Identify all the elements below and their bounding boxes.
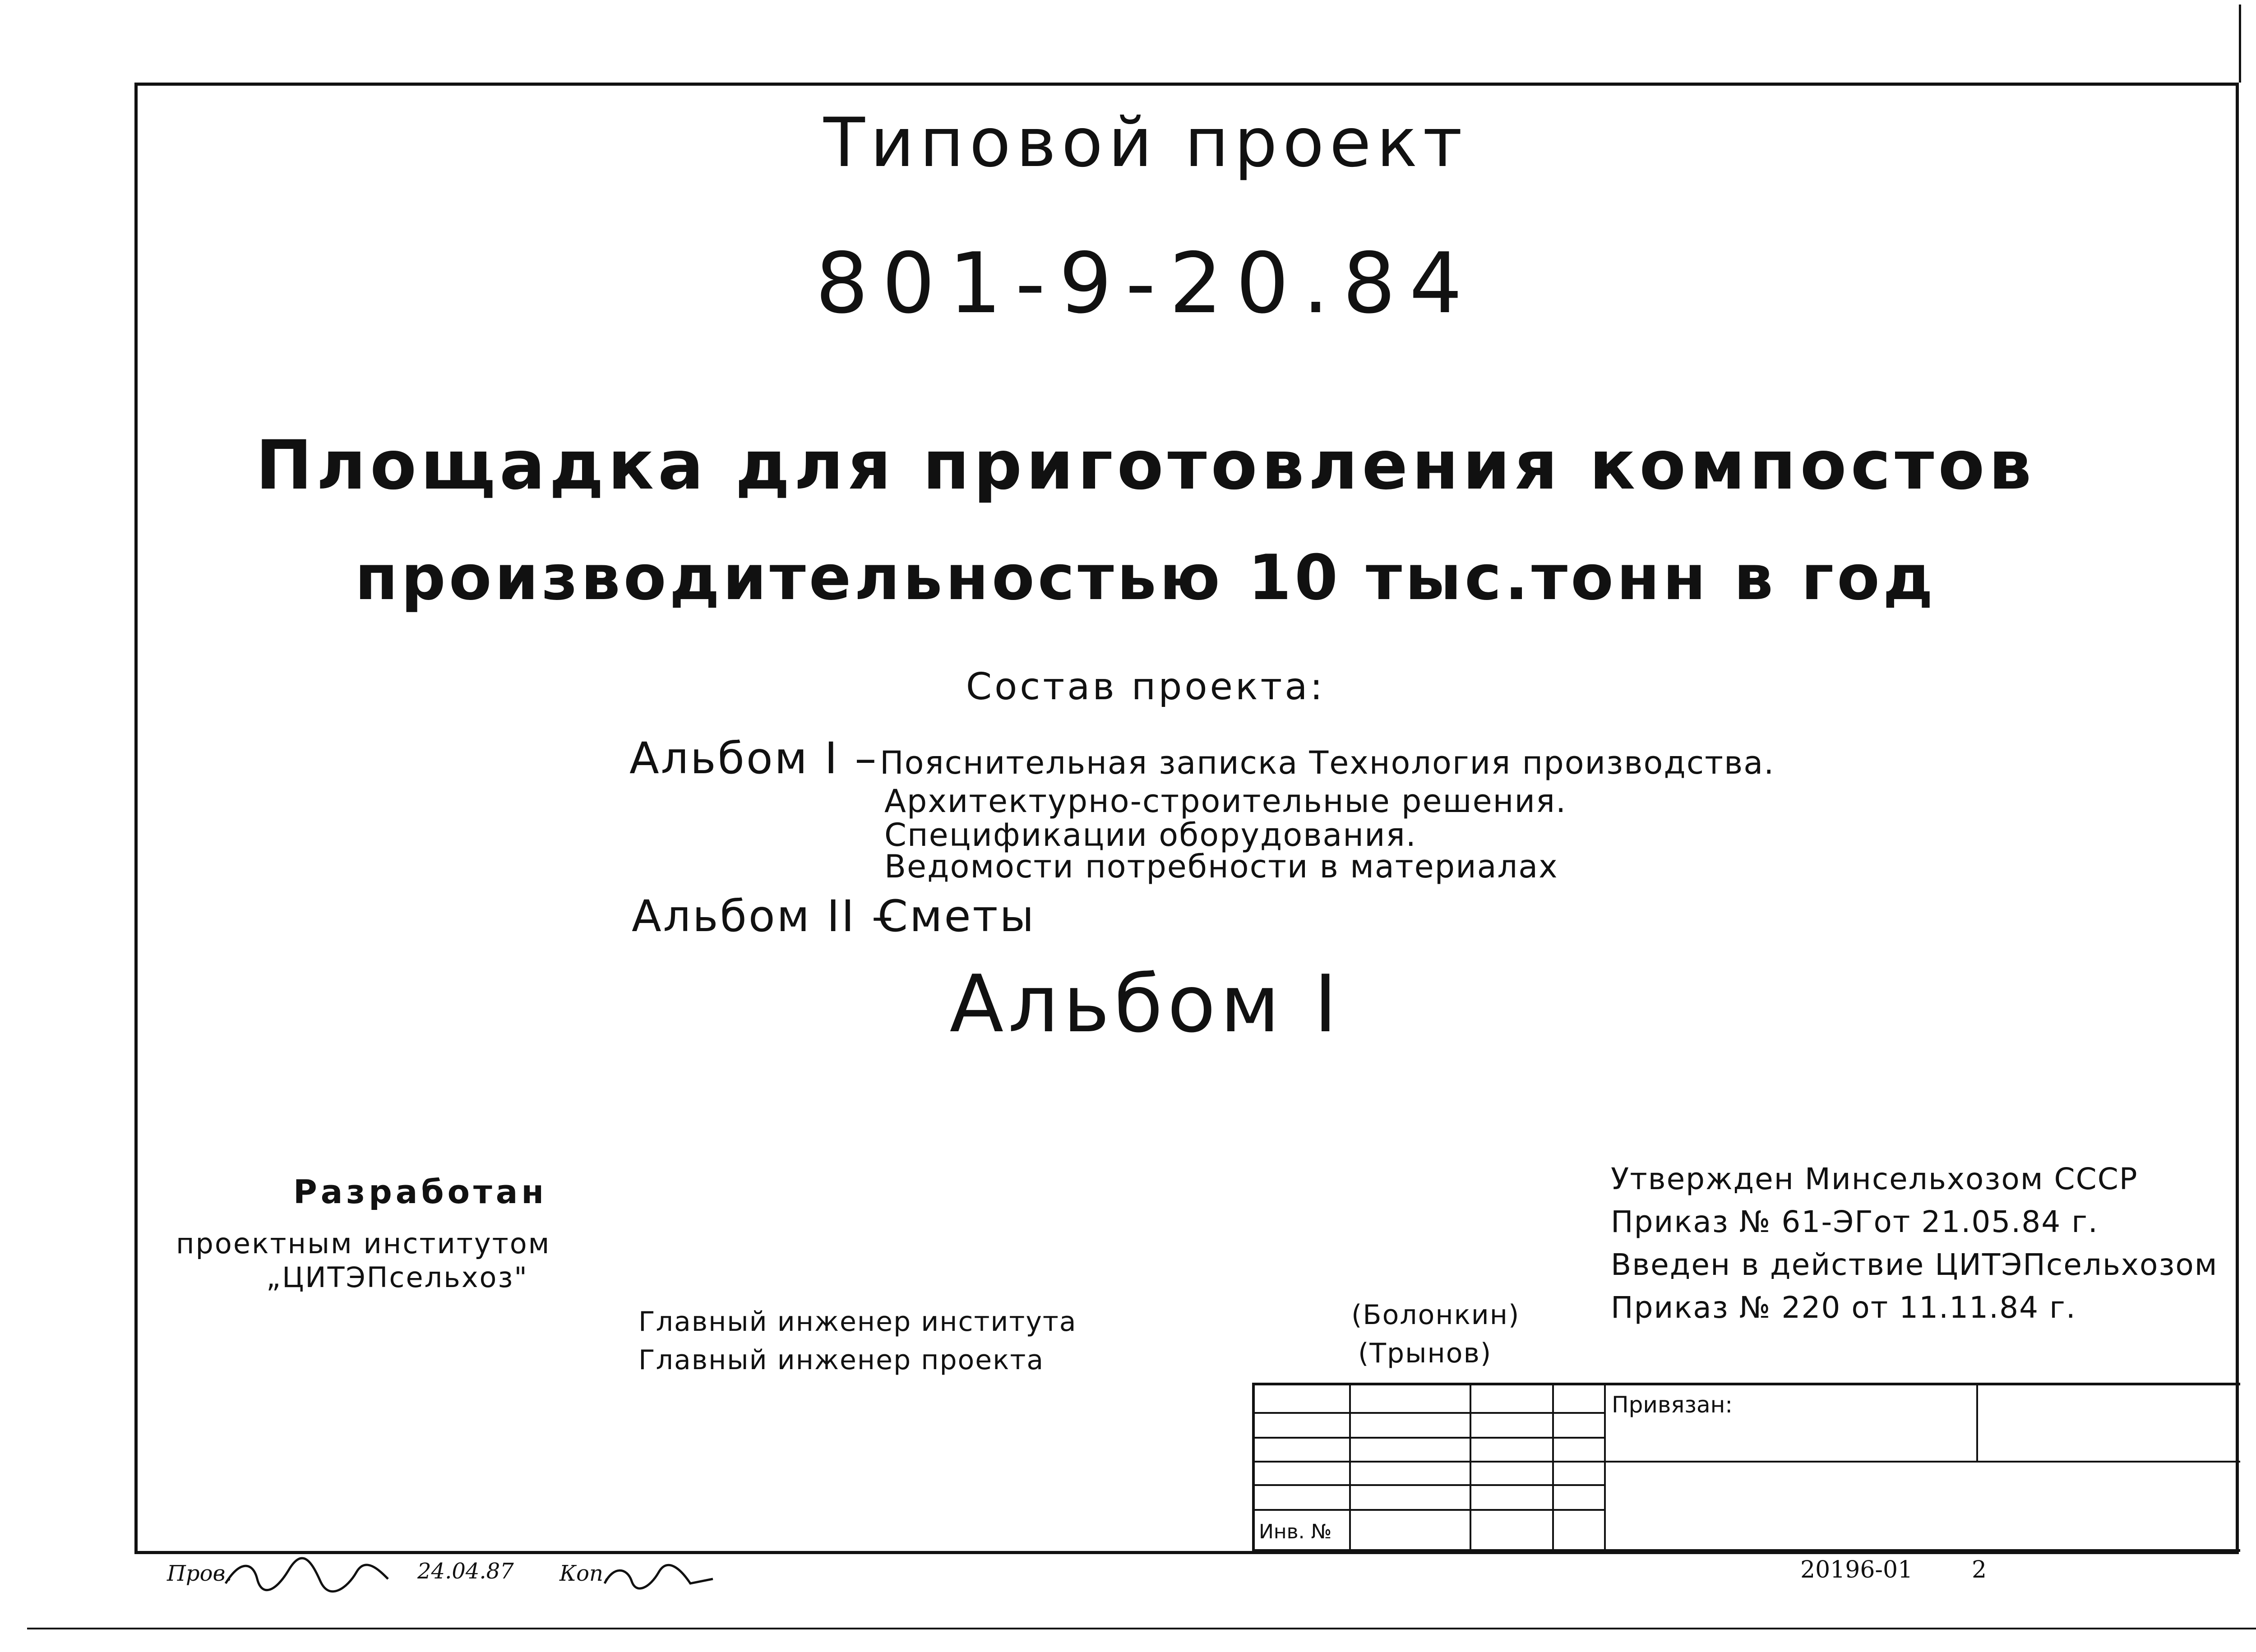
stamp-row-4 — [1253, 1484, 1604, 1486]
title-line-2: производительностью 10 тыс.тонн в год — [355, 541, 1937, 614]
trim-mark-bottom — [27, 1628, 2256, 1629]
stamp-col-4 — [1604, 1384, 1606, 1552]
stamp-inv-label: Инв. № — [1259, 1520, 1332, 1543]
developer-line-2: „ЦИТЭПсельхоз" — [266, 1261, 528, 1294]
approval-line-2: Приказ № 61-ЭГот 21.05.84 г. — [1611, 1204, 2099, 1239]
copy-note: Коп. — [559, 1561, 610, 1586]
chief-engineer-project-name: (Трынов) — [1358, 1338, 1492, 1369]
check-date: 24.04.87 — [417, 1559, 514, 1584]
current-album: Альбом I — [949, 959, 1342, 1050]
stamp-col-1 — [1349, 1384, 1351, 1552]
approval-line-4: Приказ № 220 от 11.11.84 г. — [1611, 1290, 2076, 1325]
stamp-row-1 — [1253, 1412, 1604, 1414]
album1-item-3: Спецификации оборудования. — [884, 817, 1417, 854]
album1-item-2: Архитектурно-строительные решения. — [884, 783, 1567, 820]
developer-line-1: проектным институтом — [176, 1227, 551, 1260]
album1-label: Альбом I – — [629, 733, 878, 784]
album1-item-1: Пояснительная записка Технология производства. — [880, 744, 1775, 781]
stamp-col-5 — [1976, 1384, 1978, 1462]
composition-heading: Состав проекта: — [966, 665, 1326, 708]
copy-signature-icon — [600, 1556, 717, 1597]
album2-label: Альбом II – — [632, 891, 895, 941]
stamp-row-2 — [1253, 1437, 1604, 1439]
stamp-col-3 — [1552, 1384, 1554, 1552]
developer-heading: Разработан — [293, 1173, 548, 1211]
project-type: Типовой проект — [823, 104, 1468, 182]
stamp-row-5 — [1253, 1509, 1604, 1511]
album2-text: Сметы — [878, 891, 1036, 941]
trim-mark-top — [2239, 5, 2241, 83]
chief-engineer-institute-name: (Болонкин) — [1351, 1299, 1520, 1331]
title-block-stamp — [1252, 1383, 2240, 1552]
stamp-tied-label: Привязан: — [1612, 1392, 1733, 1418]
chief-engineer-institute-role: Главный инженер института — [638, 1306, 1077, 1338]
check-note: Пров. — [167, 1561, 232, 1586]
stamp-col-2 — [1470, 1384, 1471, 1552]
album1-item-4: Ведомости потребности в материалах — [884, 848, 1558, 885]
sheet-number: 2 — [1972, 1556, 1987, 1583]
stamp-row-3 — [1253, 1461, 2240, 1463]
document-code: 20196-01 — [1800, 1556, 1913, 1583]
chief-engineer-project-role: Главный инженер проекта — [638, 1344, 1045, 1376]
title-line-1: Площадка для приготовления компостов — [255, 426, 2036, 505]
project-number: 801-9-20.84 — [815, 235, 1476, 332]
check-signature-icon — [221, 1552, 393, 1597]
approval-line-1: Утвержден Минсельхозом СССР — [1611, 1162, 2138, 1196]
approval-line-3: Введен в действие ЦИТЭПсельхозом — [1611, 1247, 2218, 1282]
